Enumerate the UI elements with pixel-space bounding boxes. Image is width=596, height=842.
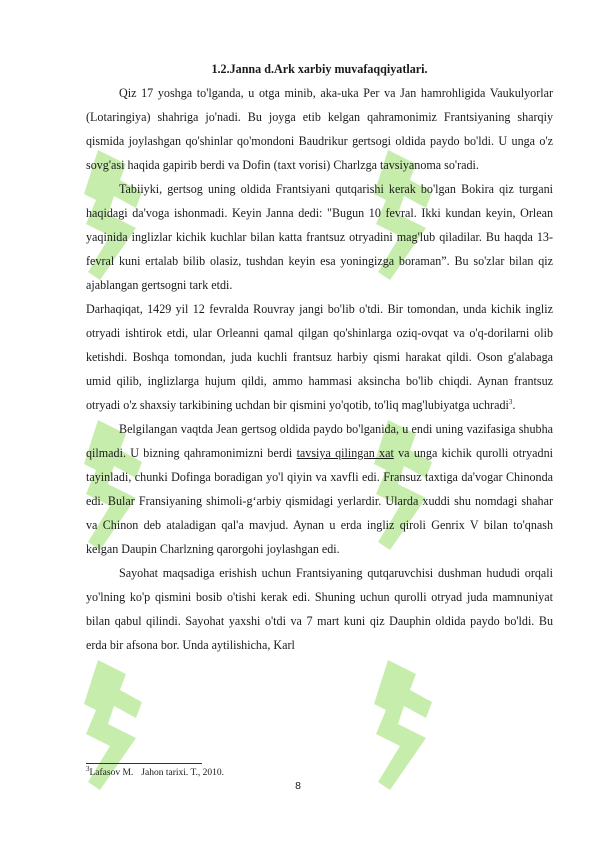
footnote-mark: 3 [86, 764, 90, 773]
footnote-author: Lafasov M. [89, 768, 134, 778]
paragraph-4 [86, 417, 553, 561]
paragraph-2: Tabiiyki, gertsog uning oldida Frantsiyani qutqarishi kerak bo'lgan Bokira qiz turgani haqidagi da'voga ishonmadi. Keyin Janna dedi: "Bugun 10 fevral. Ikki kundan keyin, Orlean yaqinida inglizlar kichik kuchlar bilan katta frantsuz otryadini mag'lub qiladilar. Bu haqda 13-fevral kuni ertalab bilib olasiz, tushdan keyin esa yoningizga boraman”. Bu so'zlar bilan qiz ajablangan gertsogni tark etdi. [86, 182, 553, 292]
paragraph-5: Sayohat maqsadiga erishish uchun Frantsiyaning qutqaruvchisi dushman hududi orqali yo'lning ko'p qismini bosib o'tishi kerak edi. Shuning uchun qurolli otryad juda mamnuniyat bilan qabul qilindi. Sayohat yaxshi o'tdi va 7 mart kuni qiz Dauphin oldida paydo bo'ldi. Bu erda bir afsona bor. Unda aytilishicha, Karl [86, 566, 553, 652]
paragraph-3-text: Darhaqiqat, 1429 yil 12 fevralda Rouvray jangi bo'lib o'tdi. Bir tomondan, unda kichik ingliz otryadi ishtirok etdi, ular Orleanni qamal qilgan qo'shinlarga oziq-ovqat va o'q-dorilarni olib ketishdi. Boshqa tomondan, juda kuchli frantsuz harbiy qismi harakat qildi. Oson g'alabaga umid qilib, inglizlarga hujum qildi, ammo hammasi aksincha bo'lib chiqdi. Aynan frantsuz otryadi o'z shaxsiy tarkibining uchdan bir qismini yo'qotib, to'liq mag'lubiyatga uchradi [86, 302, 553, 412]
footnote-divider [86, 763, 202, 764]
section-title: 1.2.Janna d.Ark xarbiy muvafaqqiyatlari. [211, 62, 428, 76]
paragraph-4-text-b: va unga kichik qurolli otryadni tayinladi, chunki Dofinga boradigan yo'l qiyin va xavfli edi. Fransuz taxtiga da'vogar Chinonda edi. Bular Fransiyaning shimoli-g‘arbiy qismidagi yerlardir. Ularda xuddi shu nomdagi shahar va Chinon deb ataladigan qal'a mavjud. Aynan u erda ingliz qiroli Genrix V bilan to'qnash kelgan Daupin Charlzning qarorgohi joylashgan edi. [86, 446, 553, 556]
paragraph-4-text-a: Belgilangan vaqtda Jean gertsog oldida paydo bo'lganida, u endi uning vazifasiga shubha qilmadi. U bizning qahramonimizni berdi [86, 422, 553, 460]
paragraph-3 [86, 297, 553, 417]
recommendation-letter-link[interactable]: tavsiya qilingan xat [296, 446, 394, 460]
footnote-ref[interactable]: 3 [508, 397, 513, 406]
footnote [86, 764, 225, 779]
paragraph-3-end: . [512, 398, 516, 412]
paragraph-1: Qiz 17 yoshga to'lganda, u otga minib, aka-uka Per va Jan hamrohligida Vaukulyorlar (Lotaringiya) shahriga jo'nadi. Bu joyga etib kelgan qahramonimiz Frantsiyaning sharqiy qismida joylashgan qo'shinlar qo'mondoni Baudrikur gertsogi oldida paydo bo'ldi. U unga o'z sovg'asi haqida gapirib berdi va Dofin (taxt vorisi) Charlzga tavsiyanoma so'radi. [86, 86, 553, 172]
watermark-logo-icon [370, 650, 452, 800]
footnote-source: Jahon tarixi. T., 2010. [141, 768, 225, 778]
page-number: 8 [295, 780, 301, 792]
document-body [86, 57, 553, 657]
